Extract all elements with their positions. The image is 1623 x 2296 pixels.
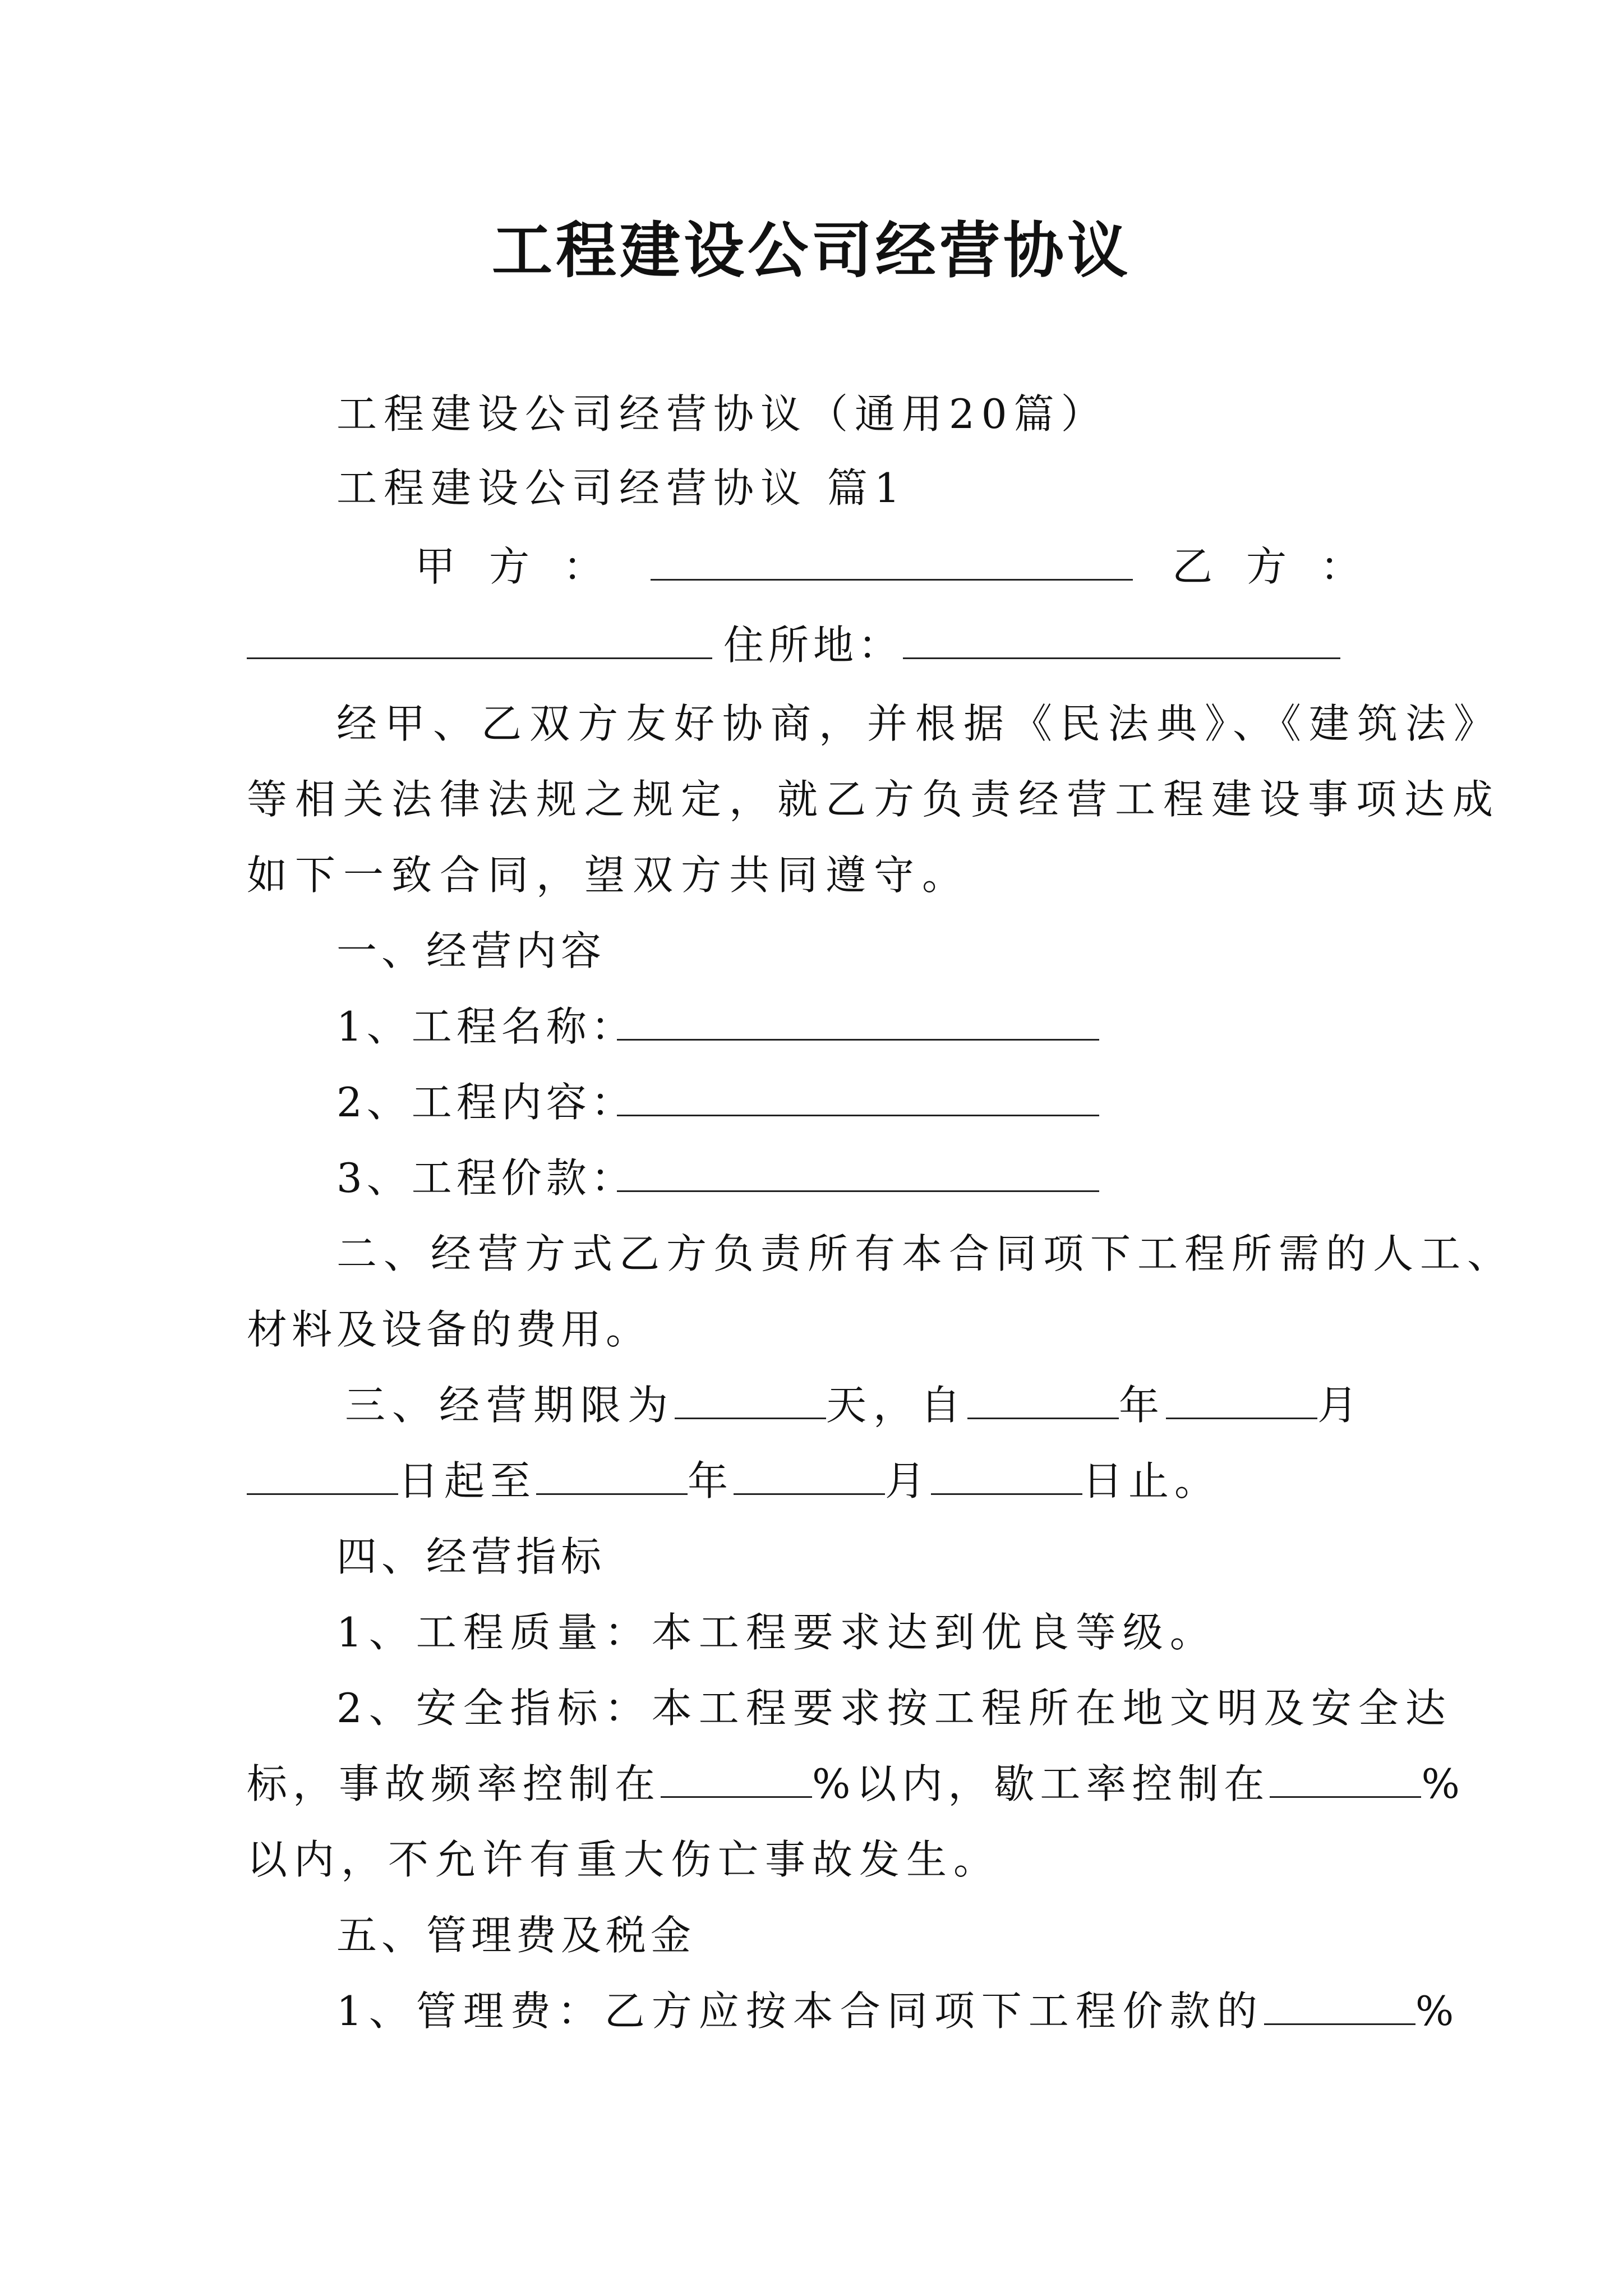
section-5-title: 五、管理费及税金	[336, 1912, 696, 1959]
project-name-label: 1、工程名称：	[336, 1003, 636, 1050]
address-label: 住所地：	[723, 622, 903, 669]
section-2-line-2: 材料及设备的费用。	[247, 1306, 651, 1353]
party-b-blank[interactable]	[247, 617, 712, 673]
quality-line: 1、工程质量：本工程要求达到优良等级。	[336, 1609, 1217, 1656]
party-b-label: 乙方：	[1172, 543, 1395, 590]
section-3-lead: 三、经营期限为 天，自 年 月	[345, 1377, 1364, 1433]
project-price-blank[interactable]	[617, 1150, 1099, 1206]
document-title: 工程建设公司经营协议	[491, 216, 1131, 286]
section-3-tail: 日起至 年 月 日止。	[247, 1453, 1220, 1509]
safety-line-3: 以内，不允许有重大伤亡事故发生。	[247, 1836, 1001, 1883]
project-content-blank[interactable]	[617, 1074, 1099, 1130]
section-2-line-1: 二、经营方式乙方负责所有本合同项下工程所需的人工、	[336, 1230, 1515, 1277]
project-name-blank[interactable]	[617, 999, 1099, 1055]
intro-line-3: 如下一致合同，望双方共同遵守。	[247, 852, 971, 899]
intro-line-2: 等相关法律法规之规定，就乙方负责经营工程建设事项达成	[247, 776, 1501, 823]
subtitle: 工程建设公司经营协议（通用20篇）	[336, 390, 1108, 438]
address-blank[interactable]	[903, 617, 1340, 673]
project-content-label: 2、工程内容：	[336, 1079, 636, 1126]
fee-line: 1、管理费：乙方应按本合同项下工程价款的 %	[336, 1983, 1460, 2039]
section-1-title: 一、经营内容	[336, 927, 606, 974]
intro-line-1: 经甲、乙双方友好协商，并根据《民法典》、《建筑法》	[336, 700, 1502, 747]
project-price-label: 3、工程价款：	[336, 1154, 636, 1202]
safety-line-1: 2、安全指标：本工程要求按工程所在地文明及安全达	[336, 1685, 1453, 1732]
party-a-blank[interactable]	[651, 539, 1133, 595]
section-heading: 工程建设公司经营协议 篇1	[336, 464, 907, 512]
section-4-title: 四、经营指标	[336, 1533, 606, 1580]
safety-line-2: 标，事故频率控制在 %以内，歇工率控制在 %	[247, 1756, 1465, 1812]
party-a-label: 甲方：	[415, 543, 638, 590]
